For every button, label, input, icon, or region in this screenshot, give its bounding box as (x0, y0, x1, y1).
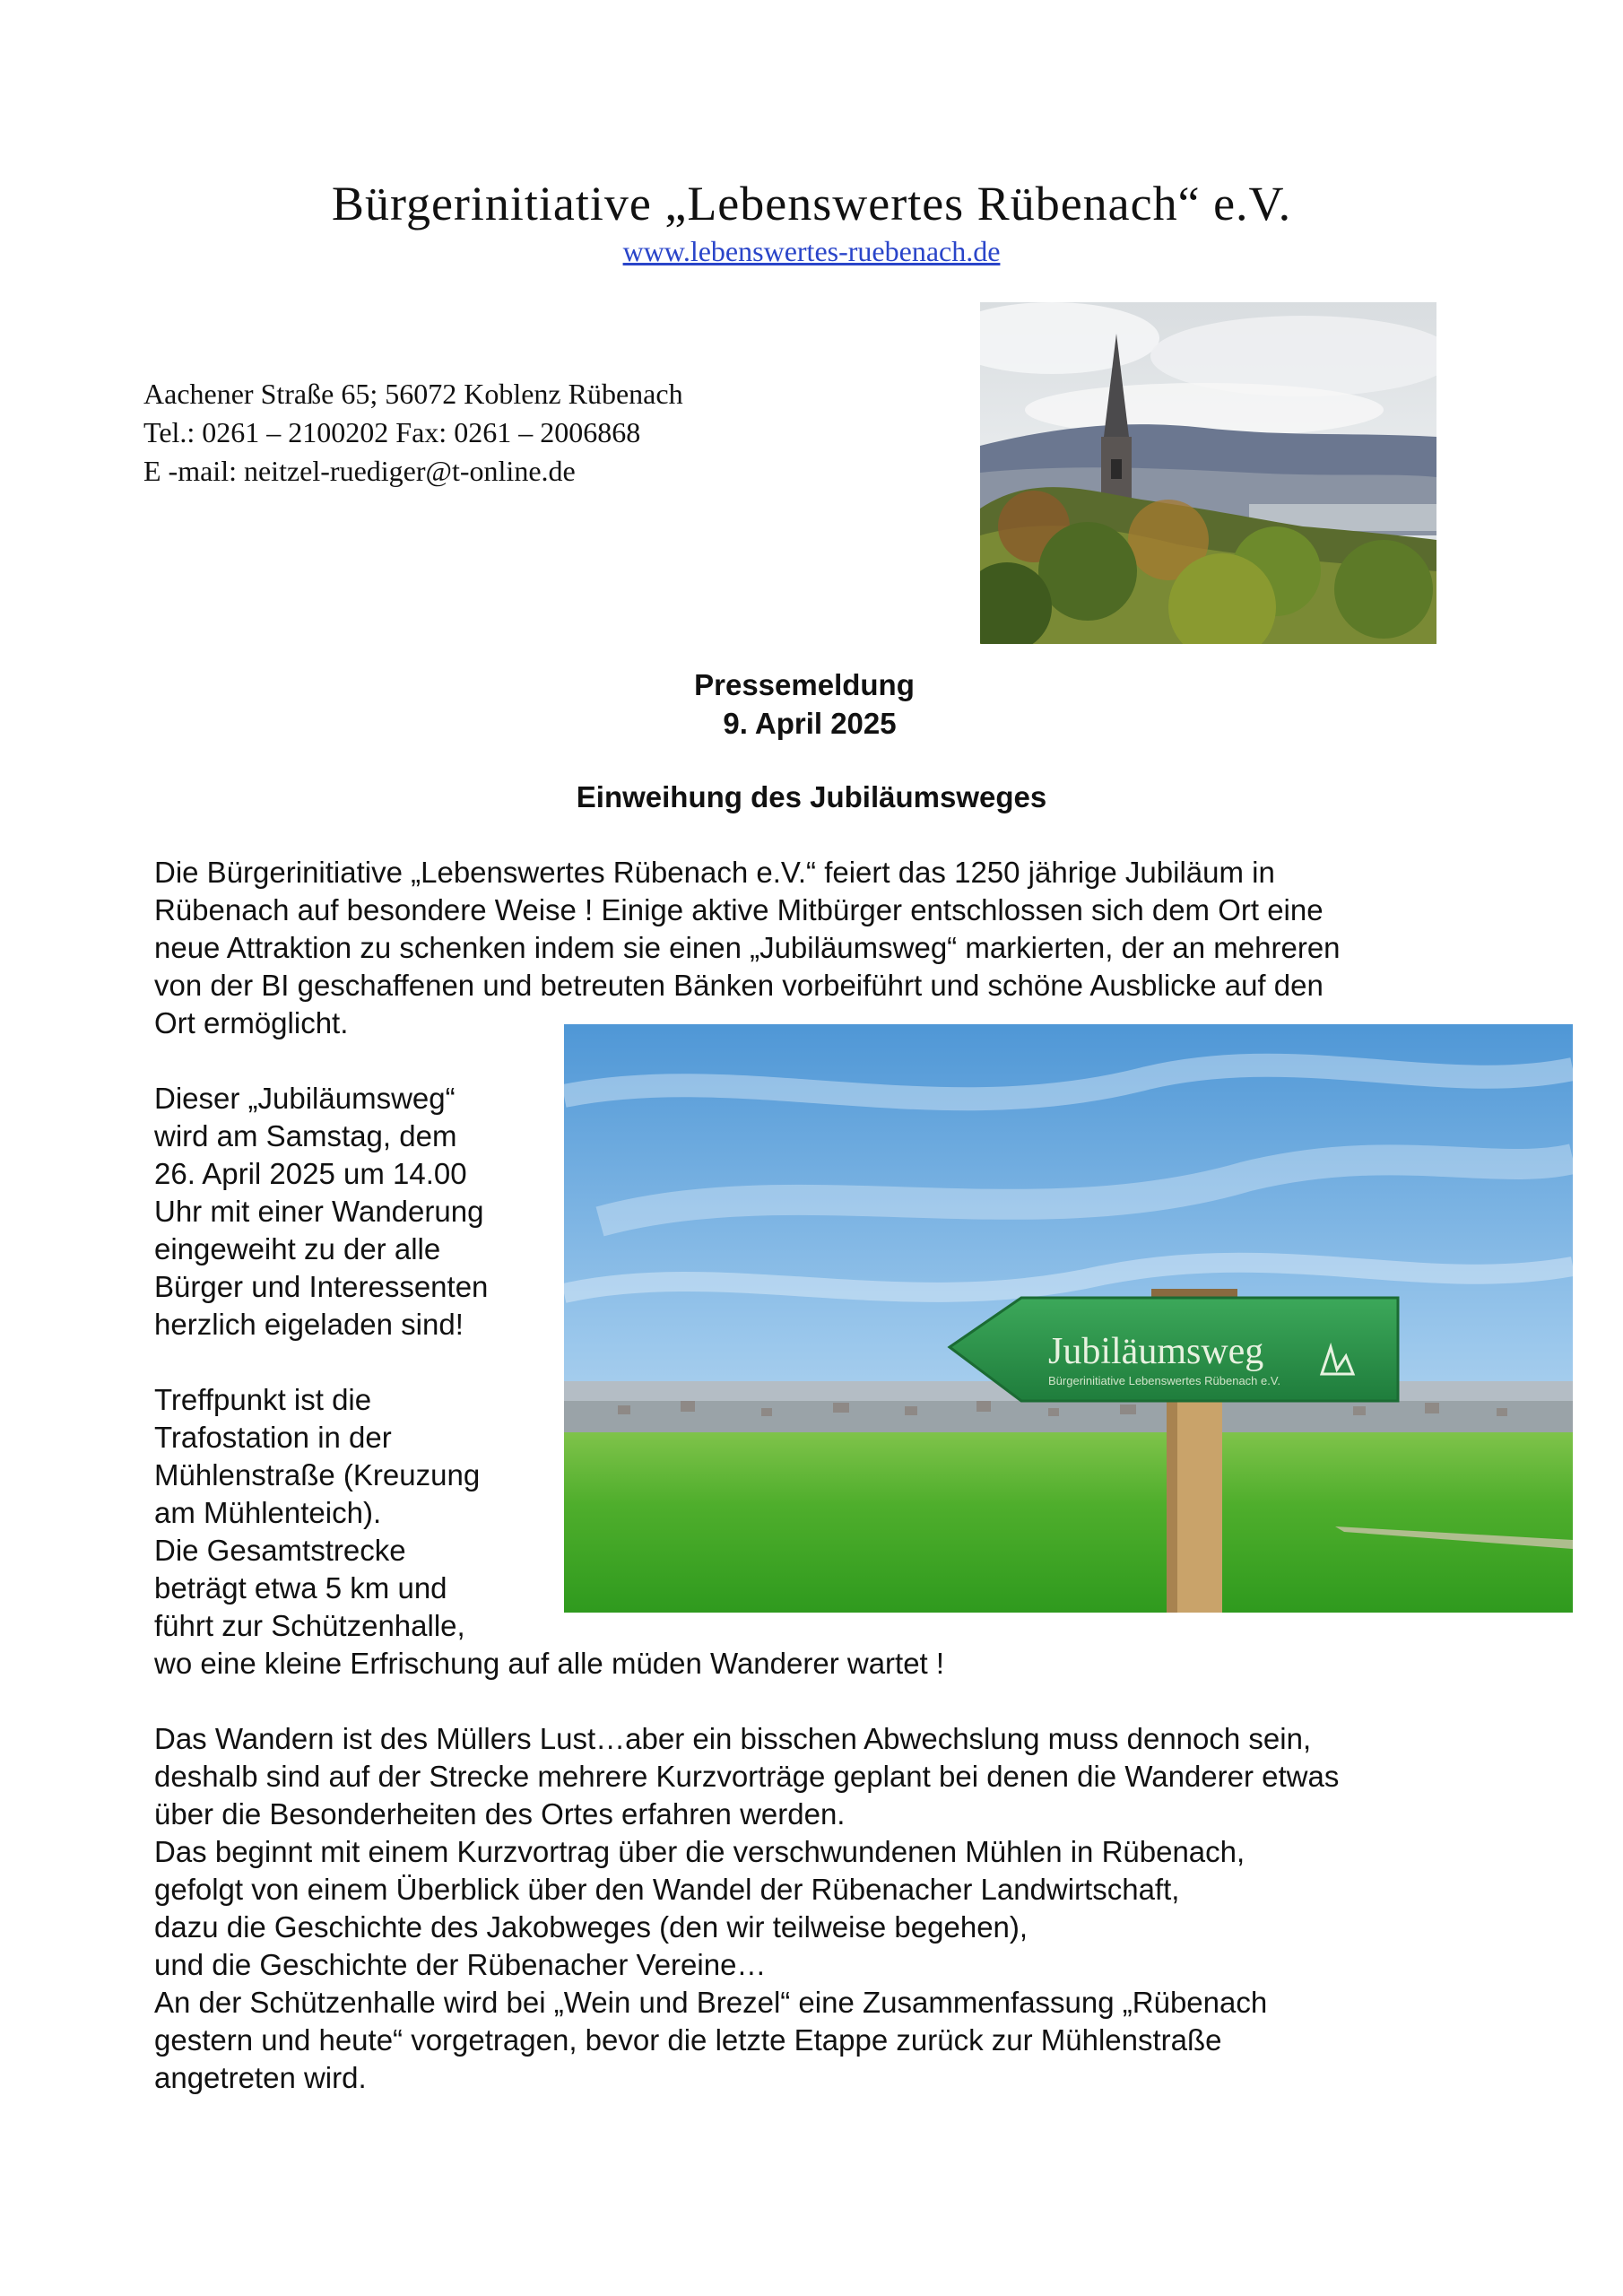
text-line: Dieser „Jubiläumsweg“ (154, 1082, 456, 1115)
text-line: Die Bürgerinitiative „Lebenswertes Rübenach e.V.“ feiert das 1250 jährige Jubiläum in (154, 856, 1275, 889)
press-release-date: 9. April 2025 (723, 707, 897, 740)
text-line: und die Geschichte der Rübenacher Vereine… (154, 1948, 767, 1981)
text-line: von der BI geschaffenen und betreuten Bänken vorbeiführt und schöne Ausblicke auf den (154, 969, 1324, 1002)
text-line: wird am Samstag, dem (154, 1119, 457, 1152)
text-line: Bürger und Interessenten (154, 1270, 489, 1303)
text-line: beträgt etwa 5 km und (154, 1571, 447, 1605)
text-line: Trafostation in der (154, 1421, 392, 1454)
text-line: am Mühlenteich). (154, 1496, 382, 1529)
text-line: An der Schützenhalle wird bei „Wein und Brezel“ eine Zusammenfassung „Rübenach (154, 1986, 1268, 2019)
text-line: Das beginnt mit einem Kurzvortrag über die verschwundenen Mühlen in Rübenach, (154, 1835, 1245, 1868)
text-line: über die Besonderheiten des Ortes erfahren werden. (154, 1797, 846, 1831)
text-line: neue Attraktion zu schenken indem sie einen „Jubiläumsweg“ markierten, der an mehreren (154, 931, 1341, 964)
text-line: gestern und heute“ vorgetragen, bevor die letzte Etappe zurück zur Mühlenstraße (154, 2023, 1222, 2057)
text-line: führt zur Schützenhalle, (154, 1609, 465, 1642)
text-line: herzlich eigeladen sind! (154, 1308, 464, 1341)
text-line: dazu die Geschichte des Jakobweges (den wir teilweise begehen), (154, 1910, 1028, 1944)
contact-address (143, 375, 683, 491)
text-line: Uhr mit einer Wanderung (154, 1195, 484, 1228)
press-release-label: Pressemeldung (694, 668, 915, 701)
address-email: E -mail: neitzel-ruediger@t-online.de (143, 455, 576, 487)
paragraph-meeting (154, 1381, 944, 1683)
paragraph-intro (154, 854, 1341, 1042)
text-line: wo eine kleine Erfrischung auf alle müden Wanderer wartet ! (154, 1647, 945, 1680)
text-line: Ort ermöglicht. (154, 1006, 349, 1039)
text-line: Die Gesamtstrecke (154, 1534, 406, 1567)
paragraph-talks (154, 1720, 1339, 2097)
text-line: eingeweiht zu der alle (154, 1232, 441, 1265)
text-line: deshalb sind auf der Strecke mehrere Kurzvorträge geplant bei denen die Wanderer etwas (154, 1760, 1340, 1793)
text-line: Das Wandern ist des Müllers Lust…aber ein bisschen Abwechslung muss dennoch sein, (154, 1722, 1312, 1755)
org-title: Bürgerinitiative „Lebenswertes Rübenach“ e.V. (331, 177, 1292, 230)
text-line: 26. April 2025 um 14.00 (154, 1157, 467, 1190)
text-line: Mühlenstraße (Kreuzung (154, 1458, 481, 1492)
sign-title-text: Jubiläumsweg (1048, 1331, 1264, 1372)
sign-subtitle-text: Bürgerinitiative Lebenswertes Rübenach e.V. (1048, 1374, 1280, 1387)
text-line: angetreten wird. (154, 2061, 367, 2094)
text-line: Rübenach auf besondere Weise ! Einige aktive Mitbürger entschlossen sich dem Ort eine (154, 893, 1324, 926)
headline: Einweihung des Jubiläumsweges (576, 780, 1047, 813)
text-line: gefolgt von einem Überblick über den Wandel der Rübenacher Landwirtschaft, (154, 1873, 1180, 1906)
paragraph-event (154, 1080, 488, 1344)
church-photo (980, 302, 1436, 644)
address-phone-fax: Tel.: 0261 – 2100202 Fax: 0261 – 2006868 (143, 416, 641, 448)
text-line: Treffpunkt ist die (154, 1383, 372, 1416)
address-street: Aachener Straße 65; 56072 Koblenz Rübenach (143, 378, 683, 410)
website-link[interactable]: www.lebenswertes-ruebenach.de (622, 235, 1001, 267)
